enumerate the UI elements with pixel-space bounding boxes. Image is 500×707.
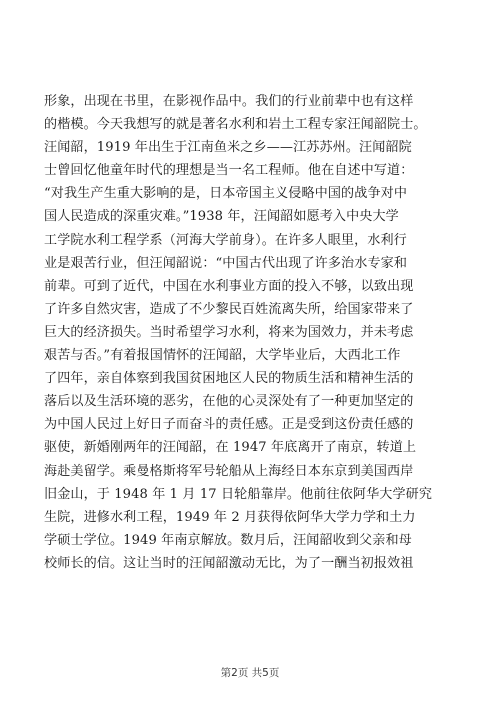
text-line: 巨大的经济损失。当时希望学习水利，将来为国效力，并未考虑 (44, 324, 414, 340)
text-line: 为中国人民过上好日子而奋斗的责任感。正是受到这份责任感的 (44, 417, 414, 433)
text-line: 前辈。可到了近代，中国在水利事业方面的投入不够，以致出现 (44, 278, 414, 294)
text-line: 汪闻韶，1919 年出生于江南鱼米之乡——江苏苏州。汪闻韶院 (44, 140, 412, 156)
text-line: 了四年，亲自体察到我国贫困地区人民的物质生活和精神生活的 (44, 371, 414, 387)
text-line: 形象，出现在书里，在影视作品中。我们的行业前辈中也有这样 (44, 94, 414, 109)
page-footer: 第2页 共5页 (220, 667, 280, 679)
body-text (44, 90, 464, 575)
text-line: 业是艰苦行业，但汪闻韶说：“中国古代出现了许多治水专家和 (44, 255, 408, 271)
text-line: 校师长的信。这让当时的汪闻韶激动无比，为了一酬当初报效祖 (44, 555, 414, 571)
text-line: 生院，进修水利工程，1949 年 2 月获得依阿华大学力学和土力 (44, 509, 416, 525)
text-line: 驱使，新婚刚两年的汪闻韶，在 1947 年底离开了南京，转道上 (44, 440, 417, 456)
text-line: 了许多自然灾害，造成了不少黎民百姓流离失所，给国家带来了 (44, 301, 414, 317)
text-line: 旧金山，于 1948 年 1 月 17 日轮船靠岸。他前往依阿华大学研究 (44, 486, 433, 502)
text-line: 的楷模。今天我想写的就是著名水利和岩土工程专家汪闻韶院士。 (44, 117, 427, 133)
text-line: 工学院水利工程学系（河海大学前身）。在许多人眼里，水利行 (44, 232, 407, 248)
text-line: 国人民造成的深重灾难。”1938 年，汪闻韶如愿考入中央大学 (44, 209, 399, 225)
text-line: 士曾回忆他童年时代的理想是当一名工程师。他在自述中写道： (44, 163, 414, 179)
text-line: 海赴美留学。乘曼格斯将军号轮船从上海经日本东京到美国西岸 (44, 463, 414, 479)
text-line: 学硕士学位。1949 年南京解放。数月后，汪闻韶收到父亲和母 (44, 532, 412, 548)
text-line: “对我生产生重大影响的是，日本帝国主义侵略中国的战争对中 (44, 186, 408, 202)
text-line: 艰苦与否。”有着报国情怀的汪闻韶，大学毕业后，大西北工作 (44, 348, 401, 364)
text-line: 落后以及生活环境的恶劣，在他的心灵深处有了一种更加坚定的 (44, 394, 414, 410)
